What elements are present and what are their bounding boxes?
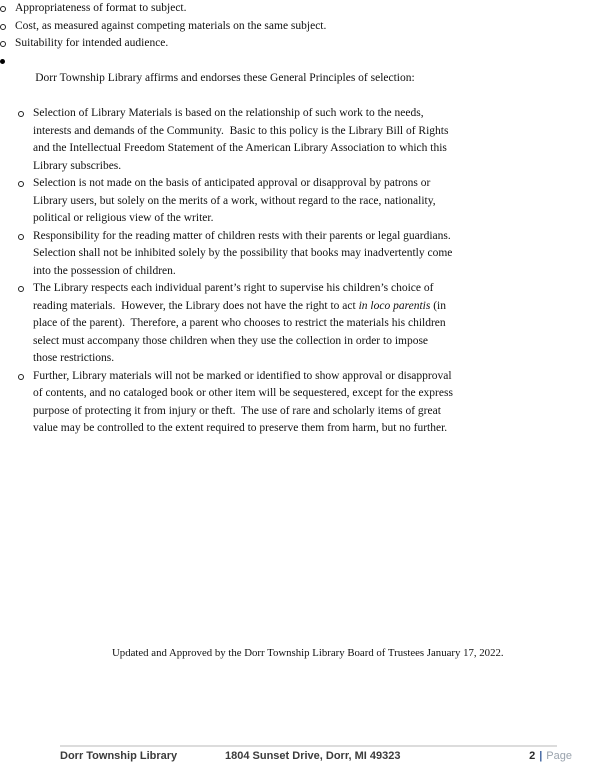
footer-library-name: Dorr Township Library: [60, 750, 178, 762]
list-item: [0, 35, 436, 53]
list-item: [18, 175, 454, 228]
list-item-text: Suitability for intended audience.: [15, 37, 169, 49]
principles-list: [0, 53, 616, 473]
list-item: [18, 105, 454, 175]
footer-divider: [60, 745, 557, 747]
list-item-text: (in place of the parent). Therefore, a parent who chooses to restrict the materials his children select must accompany those children when they use the collection in order to impose those restrictions.: [33, 299, 449, 364]
list-item: [18, 228, 457, 281]
list-item-text: in loco parentis: [358, 299, 431, 312]
principles-sub-list: [18, 105, 478, 438]
footer-page-indicator: [529, 750, 572, 762]
list-item-text: Further, Library materials will not be marked or identified to show approval or disapproval of contents, and no cataloged book or other item will be sequestered, except for the express purpose of protecting it from injury or theft. The use of rare and scholarly items of great value may be controlled to the extent required to preserve them from harm, but no further.: [33, 369, 456, 434]
list-item: [18, 368, 454, 438]
footer-separator: |: [539, 750, 543, 762]
list-item-text: Appropriateness of format to subject.: [15, 2, 187, 14]
list-item-text: Responsibility for the reading matter of children rests with their parents or legal guardians. Selection shall not be inhibited solely by the possibility that books may inadvertently come into the possession of children.: [33, 229, 457, 277]
list-item-text: Cost, as measured against competing materials on the same subject.: [15, 19, 327, 32]
main-bullet-text: Dorr Township Library affirms and endorses these General Principles of selection:: [35, 72, 415, 84]
list-item-text: Selection of Library Materials is based on the relationship of such work to the needs, interests and demands of the Community. Basic to this policy is the Library Bill of Rights and the Intellectual Freedom Statement of the American Library Association to which this Library subscribes.: [33, 107, 452, 172]
list-item-text: The Library respects each individual parent’s right to supervise his children’s choice of reading materials. However, the Library does not have the right to act: [33, 282, 437, 312]
page-number: 2: [529, 750, 536, 762]
page-footer: [60, 750, 572, 762]
intro-criteria-list: [0, 0, 616, 53]
list-item-text: Selection is not made on the basis of anticipated approval or disapproval by patrons or Library users, but solely on the merits of a work, without regard to the race, nationality, political or religious view of the writer.: [33, 177, 439, 224]
footer-page-label: Page: [546, 750, 572, 762]
list-item: [18, 280, 454, 368]
list-item: [0, 0, 436, 18]
approval-note: Updated and Approved by the Dorr Township Library Board of Trustees January 17, 2022.: [112, 646, 504, 659]
list-item: [0, 53, 478, 473]
footer-address: 1804 Sunset Drive, Dorr, MI 49323: [225, 750, 401, 762]
list-item: [0, 18, 436, 36]
